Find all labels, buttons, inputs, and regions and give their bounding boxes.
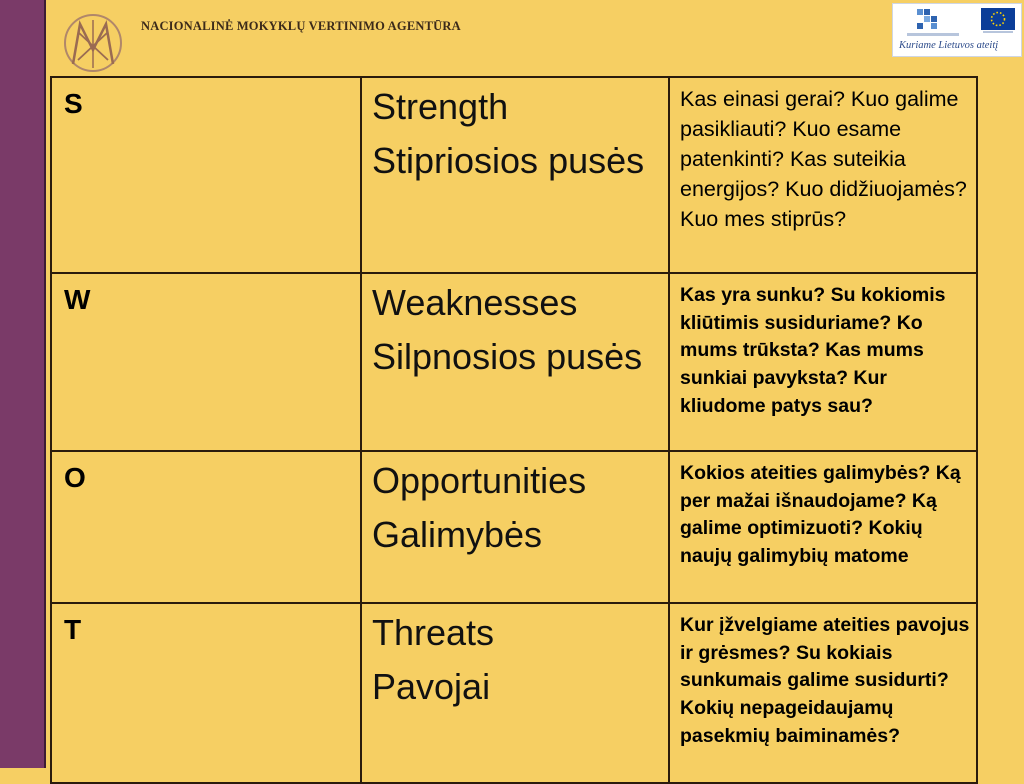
swot-letter-cell [51, 77, 361, 273]
swot-description-cell [669, 603, 977, 783]
swot-description-cell [669, 273, 977, 451]
term-english: Threats [372, 612, 495, 653]
term-english: Opportunities [372, 460, 587, 501]
swot-term-cell [361, 603, 669, 783]
swot-term-cell [361, 451, 669, 603]
term-english: Weaknesses [372, 282, 578, 323]
term-lithuanian: Silpnosios pusės [372, 336, 643, 378]
swot-letter-cell [51, 603, 361, 783]
swot-description-cell [669, 77, 977, 273]
table-row [51, 451, 977, 603]
esf-logo-icon [903, 6, 963, 40]
table-row [51, 603, 977, 783]
swot-description: Kokios ateities galimybės? Ką per mažai išnaudojame? Ką galime optimizuoti? Kokių naujų galimybių matome [680, 462, 961, 568]
swot-description: Kas yra sunku? Su kokiomis kliūtimis susiduriame? Ko mums trūksta? Kas mums sunkiai pavyksta? Kur kliudome patys sau? [680, 284, 946, 417]
eu-funding-banner [892, 3, 1022, 57]
agency-name: NACIONALINĖ MOKYKLŲ VERTINIMO AGENTŪRA [141, 19, 461, 33]
swot-term-cell [361, 273, 669, 451]
left-accent-bar [0, 0, 46, 768]
term-english: Strength [372, 86, 509, 127]
swot-letter: S [64, 88, 83, 119]
swot-description: Kur įžvelgiame ateities pavojus ir grėsmes? Su kokiais sunkumais galime susidurti? Kokių nepageidaujamų pasekmių baiminamės? [680, 614, 970, 747]
term-lithuanian: Pavojai [372, 666, 491, 708]
swot-letter-cell [51, 451, 361, 603]
eu-slogan: Kuriame Lietuvos ateitį [899, 40, 999, 51]
agency-logo [58, 12, 128, 74]
term-lithuanian: Stipriosios pusės [372, 140, 645, 182]
swot-table [50, 76, 978, 784]
swot-letter: O [64, 462, 86, 493]
table-row [51, 77, 977, 273]
swot-letter: T [64, 614, 82, 645]
swot-description-cell [669, 451, 977, 603]
term-lithuanian: Galimybės [372, 514, 543, 556]
swot-description: Kas einasi gerai? Kuo galime pasikliauti? Kuo esame patenkinti? Kas suteikia energijos? Kuo didžiuojamės? Kuo mes stiprūs? [680, 87, 967, 232]
swot-letter-cell [51, 273, 361, 451]
table-row [51, 273, 977, 451]
eu-flag-icon [981, 8, 1015, 34]
swot-letter: W [64, 284, 91, 315]
swot-term-cell [361, 77, 669, 273]
